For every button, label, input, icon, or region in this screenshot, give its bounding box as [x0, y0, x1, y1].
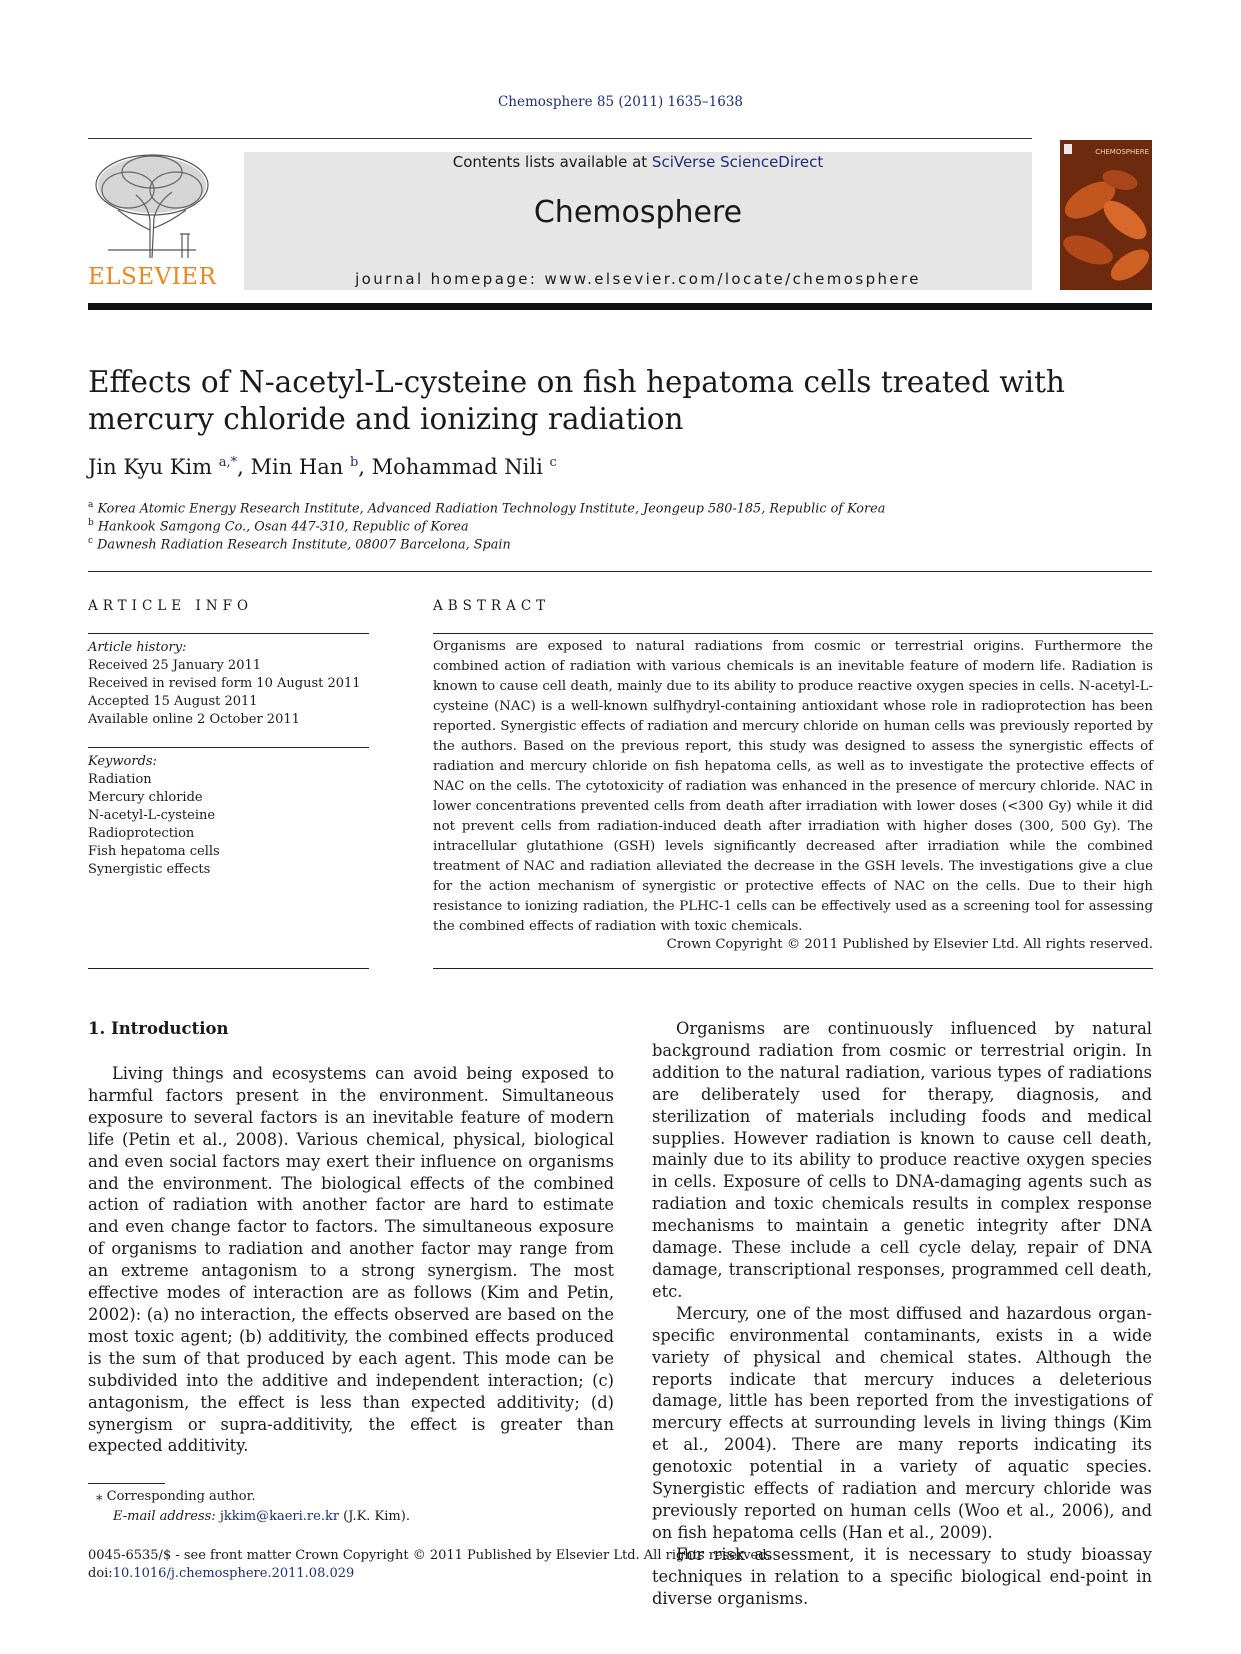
header-rule: [88, 138, 1032, 139]
footnote-rule: [88, 1483, 165, 1484]
keyword: Mercury chloride: [88, 790, 203, 805]
affiliation-text: Korea Atomic Energy Research Institute, Advanced Radiation Technology Institute, Jeongeup 580-185, Republic of Korea: [97, 501, 886, 517]
sciencedirect-link[interactable]: SciVerse ScienceDirect: [651, 153, 824, 171]
contents-prefix: Contents lists available at: [452, 153, 652, 171]
keyword: Radiation: [88, 772, 152, 787]
intro-right-column: [652, 1018, 1152, 1609]
body-paragraph: Mercury, one of the most diffused and hazardous organ-specific environmental contaminants, exists in a wide variety of physical and chemical states. Although the reports indicate that mercury induces a deleterious damage, little has been reported from the investigations of mercury effects at surrounding levels in living things (Kim et al., 2004). There are many reports indicating its genotoxic potential in a variety of aquatic species. Synergistic effects of radiation and mercury chloride was previously reported on human cells (Woo et al., 2006), and on fish hepatoma cells (Han et al., 2009).: [652, 1303, 1152, 1542]
info-rule: [88, 747, 369, 748]
journal-homepage[interactable]: journal homepage: www.elsevier.com/locate/chemosphere: [355, 270, 921, 288]
email-link[interactable]: jkkim@kaeri.re.kr: [219, 1509, 340, 1524]
issn-line: 0045-6535/$ - see front matter Crown Copyright © 2011 Published by Elsevier Ltd. All rights reserved.: [88, 1548, 771, 1563]
info-rule: [88, 633, 369, 634]
body-paragraph: For risk assessment, it is necessary to study bioassay techniques in relation to a specific biological end-point in diverse organisms.: [652, 1544, 1152, 1608]
keywords-label: Keywords:: [88, 754, 157, 769]
history-label: Article history:: [88, 640, 187, 655]
affiliation: [88, 536, 988, 552]
body-paragraph: Organisms are continuously influenced by natural background radiation from cosmic or terrestrial origin. In addition to the natural radiation, various types of radiations are deliberately used for therapy, diagnosis, and sterilization of materials including foods and medical supplies. However radiation is known to cause cell death, mainly due to its ability to produce reactive oxygen species in cells. Exposure of cells to DNA-damaging agents such as radiation and toxic chemicals results in complex response mechanisms to maintain a genetic integrity after DNA damage. These include a cell cycle delay, repair of DNA damage, transcriptional responses, programmed cell death, etc.: [652, 1019, 1152, 1301]
author-name[interactable]: Mohammad Nili: [371, 455, 543, 479]
journal-cover-image: [1060, 140, 1152, 290]
author-affil-sup[interactable]: b: [349, 455, 359, 470]
corresponding-author-note: ⁎ Corresponding author.: [96, 1489, 256, 1504]
affiliation-key: b: [88, 518, 94, 528]
doi-link[interactable]: 10.1016/j.chemosphere.2011.08.029: [112, 1566, 355, 1581]
cover-title: CHEMOSPHERE: [1095, 148, 1149, 156]
contents-line: [244, 153, 1032, 171]
keyword: Radioprotection: [88, 826, 195, 841]
intro-left-column: [88, 1063, 614, 1457]
info-rule: [88, 968, 369, 969]
keyword: N-acetyl-L-cysteine: [88, 808, 216, 823]
article-title: Effects of N-acetyl-L-cysteine on fish hepatoma cells treated with mercury chloride and ionizing radiation: [88, 365, 1065, 436]
keyword: Synergistic effects: [88, 862, 211, 877]
abstract-copyright: Crown Copyright © 2011 Published by Elsevier Ltd. All rights reserved.: [666, 937, 1153, 952]
affiliation-text: Hankook Samgong Co., Osan 447-310, Republic of Korea: [97, 519, 469, 535]
affiliation: [88, 500, 988, 516]
affiliation-key: c: [88, 536, 94, 546]
author-affil-sup[interactable]: c: [549, 455, 557, 470]
abstract-rule: [433, 968, 1153, 969]
keywords: [88, 753, 368, 879]
email-note: [113, 1509, 613, 1524]
body-paragraph: Living things and ecosystems can avoid being exposed to harmful factors present in the environment. Simultaneous exposure to several factors is an inevitable feature of modern life (Petin et al., 2008). Various chemical, physical, biological and even social factors may exert their influence on organisms and the environment. The biological effects of the combined action of radiation with another factor are hard to estimate and even change factor to factors. The simultaneous exposure of organisms to radiation and another factor may range from an extreme antagonism to a strong synergism. The most effective modes of interaction are as follows (Kim and Petin, 2002): (a) no interaction, the effects observed are based on the most toxic agent; (b) additivity, the combined effects produced is the sum of that produced by each agent. This mode can be subdivided into the additive and independent interaction; (c) antagonism, the effect is less than expected additivity; (d) synergism or supra-additivity, the effect is greater than expected additivity.: [88, 1064, 614, 1456]
elsevier-wordmark: ELSEVIER: [88, 264, 217, 290]
email-suffix: (J.K. Kim).: [339, 1509, 410, 1524]
header-thick-rule: [88, 303, 1152, 310]
history-item: Received 25 January 2011: [88, 658, 262, 673]
journal-citation[interactable]: Chemosphere 85 (2011) 1635–1638: [497, 94, 744, 110]
doi-line: [88, 1566, 888, 1581]
article-history: [88, 639, 368, 729]
author-list: Jin Kyu Kim $^{a,*}$, Min Han $^b$, Mohammad Nili $^c$: [88, 455, 557, 479]
affiliation: [88, 518, 988, 534]
journal-title: Chemosphere: [533, 195, 743, 230]
abstract-heading: ABSTRACT: [433, 598, 551, 614]
author-affil-sup[interactable]: a,*: [218, 455, 238, 470]
affiliation-key: a: [88, 500, 94, 510]
history-item: Received in revised form 10 August 2011: [88, 676, 361, 691]
affiliation-text: Dawnesh Radiation Research Institute, 08007 Barcelona, Spain: [97, 537, 511, 553]
doi-label: doi:: [88, 1566, 113, 1581]
history-item: Available online 2 October 2011: [88, 712, 300, 727]
author-name[interactable]: Min Han: [250, 455, 344, 479]
history-item: Accepted 15 August 2011: [88, 694, 258, 709]
article-info-heading: ARTICLE INFO: [88, 598, 254, 614]
email-label: E-mail address:: [113, 1509, 220, 1524]
abstract-rule: [433, 633, 1153, 634]
keyword: Fish hepatoma cells: [88, 844, 220, 859]
author-name[interactable]: Jin Kyu Kim: [88, 455, 213, 479]
section-heading: 1. Introduction: [88, 1019, 229, 1038]
abstract-text: Organisms are exposed to natural radiations from cosmic or terrestrial origins. Furthermore the combined action of radiation with various chemicals is an inevitable feature of modern life. Radiation is known to cause cell death, mainly due to its ability to produce reactive oxygen species in cells. N-acetyl-L-cysteine (NAC) is a well-known sulfhydryl-containing antioxidant whose role in radioprotection has been reported. Synergistic effects of radiation and mercury chloride on human cells was previously reported by the authors. Based on the previous report, this study was designed to assess the synergistic effects of radiation and mercury chloride on fish hepatoma cells, as well as to investigate the protective effects of NAC on the cells. The cytotoxicity of radiation was enhanced in the presence of mercury chloride. NAC in lower concentrations prevented cells from death after irradiation with lower doses (<300 Gy) while it did not prevent cells from radiation-induced death after irradiation with higher doses (300, 500 Gy). The intracellular glutathione (GSH) levels significantly decreased after irradiation while the combined treatment of NAC and radiation alleviated the decrease in the GSH levels. The investigations give a clue for the action mechanism of synergistic or protective effects of NAC on the cells. Due to their high resistance to ionizing radiation, the PLHC-1 cells can be effectively used as a screening tool for assessing the combined effects of radiation with toxic chemicals.: [433, 639, 1153, 934]
section-rule: [88, 571, 1152, 572]
